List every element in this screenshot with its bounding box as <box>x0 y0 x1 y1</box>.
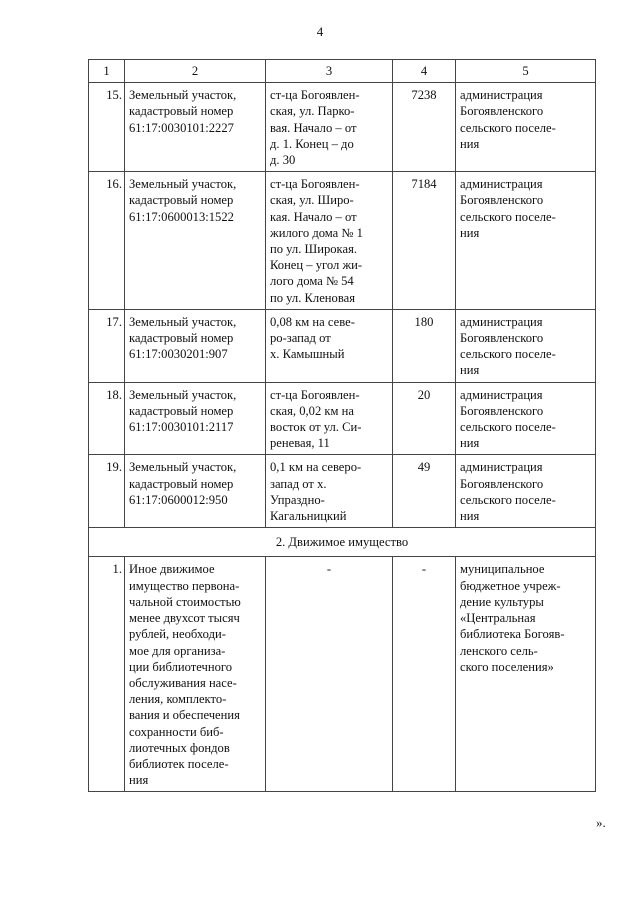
cell-line: сельского поселе- <box>460 492 556 507</box>
cell-line: сельского поселе- <box>460 209 556 224</box>
property-location <box>266 455 393 528</box>
cell-line: менее двухсот тысяч <box>129 611 240 626</box>
cell-line: чальной стоимостью <box>129 594 241 609</box>
section-title: 2. Движимое имущество <box>89 528 596 557</box>
cell-line: Земельный участок, <box>129 314 237 329</box>
cell-line: Богоявленского <box>460 104 544 119</box>
cell-line: бюджетное учреж- <box>460 578 561 593</box>
cell-line: администрация <box>460 460 543 475</box>
header-cell-1: 1 <box>89 60 125 83</box>
cell-line: ленского сель- <box>460 643 538 658</box>
cell-line: ления, комплекто- <box>129 692 227 707</box>
cell-line: администрация <box>460 177 543 192</box>
property-holder <box>456 309 596 382</box>
header-row <box>89 60 596 83</box>
property-holder <box>456 455 596 528</box>
cell-line: ния <box>460 436 480 451</box>
property-location <box>266 309 393 382</box>
cell-line: библиотек поселе- <box>129 756 229 771</box>
page-number: 4 <box>316 24 324 39</box>
cell-line: вая. Начало – от <box>270 120 357 135</box>
row-number: 19. <box>89 455 125 528</box>
cell-line: кадастровый номер <box>129 193 234 208</box>
cell-line: сельского поселе- <box>460 347 556 362</box>
cell-line: 0,1 км на северо- <box>270 460 362 475</box>
cell-line: администрация <box>460 387 543 402</box>
cell-line: муниципальное <box>460 562 545 577</box>
cell-line: ст-ца Богоявлен- <box>270 387 360 402</box>
cell-line: ния <box>129 773 149 788</box>
table-row <box>89 83 596 172</box>
property-area: 7238 <box>393 83 456 172</box>
cell-line: 0,08 км на севе- <box>270 314 355 329</box>
row-number: 1. <box>89 557 125 792</box>
cell-line: ская, 0,02 км на <box>270 403 354 418</box>
cell-line: кадастровый номер <box>129 331 234 346</box>
cell-line: администрация <box>460 314 543 329</box>
property-name <box>125 455 266 528</box>
cell-line: Земельный участок, <box>129 387 237 402</box>
cell-line: реневая, 11 <box>270 436 330 451</box>
cell-line: мое для организа- <box>129 643 226 658</box>
property-holder <box>456 557 596 792</box>
cell-line: ния <box>460 509 480 524</box>
table-row <box>89 557 596 792</box>
cell-line: 61:17:0600012:950 <box>129 492 228 507</box>
cell-line: запад от х. <box>270 476 327 491</box>
cell-line: ская, ул. Широ- <box>270 193 354 208</box>
cell-line: Упраздно- <box>270 492 325 507</box>
table-body <box>89 60 596 792</box>
cell-line: д. 1. Конец – до <box>270 136 354 151</box>
property-holder <box>456 382 596 455</box>
header-cell-5: 5 <box>456 60 596 83</box>
cell-line: Иное движимое <box>129 562 215 577</box>
cell-line: рублей, необходи- <box>129 627 226 642</box>
cell-line: обслуживания насе- <box>129 675 237 690</box>
cell-line: «Центральная <box>460 611 536 626</box>
property-location <box>266 83 393 172</box>
cell-line: ции библиотечного <box>129 659 233 674</box>
cell-line: ния <box>460 136 480 151</box>
cell-line: 61:17:0600013:1522 <box>129 209 234 224</box>
cell-line: 61:17:0030101:2227 <box>129 120 234 135</box>
cell-line: администрация <box>460 88 543 103</box>
cell-line: имущество первона- <box>129 578 240 593</box>
property-area: - <box>393 557 456 792</box>
row-number: 18. <box>89 382 125 455</box>
cell-line: Богоявленского <box>460 476 544 491</box>
property-area: 49 <box>393 455 456 528</box>
cell-line: Земельный участок, <box>129 177 237 192</box>
cell-line: ния <box>460 225 480 240</box>
cell-line: 61:17:0030201:907 <box>129 347 228 362</box>
row-number: 15. <box>89 83 125 172</box>
property-name <box>125 309 266 382</box>
table-row <box>89 455 596 528</box>
property-holder <box>456 83 596 172</box>
cell-line: дение культуры <box>460 594 544 609</box>
property-location <box>266 172 393 310</box>
cell-line: сельского поселе- <box>460 120 556 135</box>
cell-line: ст-ца Богоявлен- <box>270 88 360 103</box>
cell-line: Конец – угол жи- <box>270 258 363 273</box>
cell-line: Богоявленского <box>460 193 544 208</box>
cell-line: кадастровый номер <box>129 476 234 491</box>
cell-line: ского поселения» <box>460 659 554 674</box>
cell-line: кадастровый номер <box>129 403 234 418</box>
cell-line: Богоявленского <box>460 331 544 346</box>
table-row <box>89 309 596 382</box>
row-number: 16. <box>89 172 125 310</box>
cell-line: ская, ул. Парко- <box>270 104 355 119</box>
cell-line: ния <box>460 363 480 378</box>
cell-line: кая. Начало – от <box>270 209 357 224</box>
property-area: 7184 <box>393 172 456 310</box>
property-name <box>125 172 266 310</box>
header-cell-3: 3 <box>266 60 393 83</box>
cell-line: кадастровый номер <box>129 104 234 119</box>
property-name <box>125 83 266 172</box>
property-location <box>266 382 393 455</box>
cell-line: сельского поселе- <box>460 420 556 435</box>
property-area: 20 <box>393 382 456 455</box>
table-row <box>89 382 596 455</box>
row-number: 17. <box>89 309 125 382</box>
table-row <box>89 172 596 310</box>
property-holder <box>456 172 596 310</box>
cell-line: лого дома № 54 <box>270 274 354 289</box>
cell-line: ст-ца Богоявлен- <box>270 177 360 192</box>
section-row <box>89 528 596 557</box>
cell-line: Земельный участок, <box>129 460 237 475</box>
cell-line: по ул. Широкая. <box>270 242 358 257</box>
cell-line: д. 30 <box>270 153 296 168</box>
cell-line: сохранности биб- <box>129 724 224 739</box>
cell-line: 61:17:0030101:2117 <box>129 420 234 435</box>
cell-line: библиотека Богояв- <box>460 627 565 642</box>
cell-line: вания и обеспечения <box>129 708 240 723</box>
property-table <box>88 59 596 792</box>
cell-line: лиотечных фондов <box>129 740 230 755</box>
cell-line: Кагальницкий <box>270 509 347 524</box>
property-area: 180 <box>393 309 456 382</box>
cell-line: Богоявленского <box>460 403 544 418</box>
property-location: - <box>266 557 393 792</box>
cell-line: по ул. Кленовая <box>270 290 355 305</box>
property-name <box>125 382 266 455</box>
header-cell-4: 4 <box>393 60 456 83</box>
header-cell-2: 2 <box>125 60 266 83</box>
cell-line: х. Камышный <box>270 347 345 362</box>
cell-line: восток от ул. Си- <box>270 420 362 435</box>
cell-line: ро-запад от <box>270 331 331 346</box>
property-name <box>125 557 266 792</box>
cell-line: жилого дома № 1 <box>270 225 363 240</box>
closing-quote: ». <box>596 815 606 830</box>
cell-line: Земельный участок, <box>129 88 237 103</box>
